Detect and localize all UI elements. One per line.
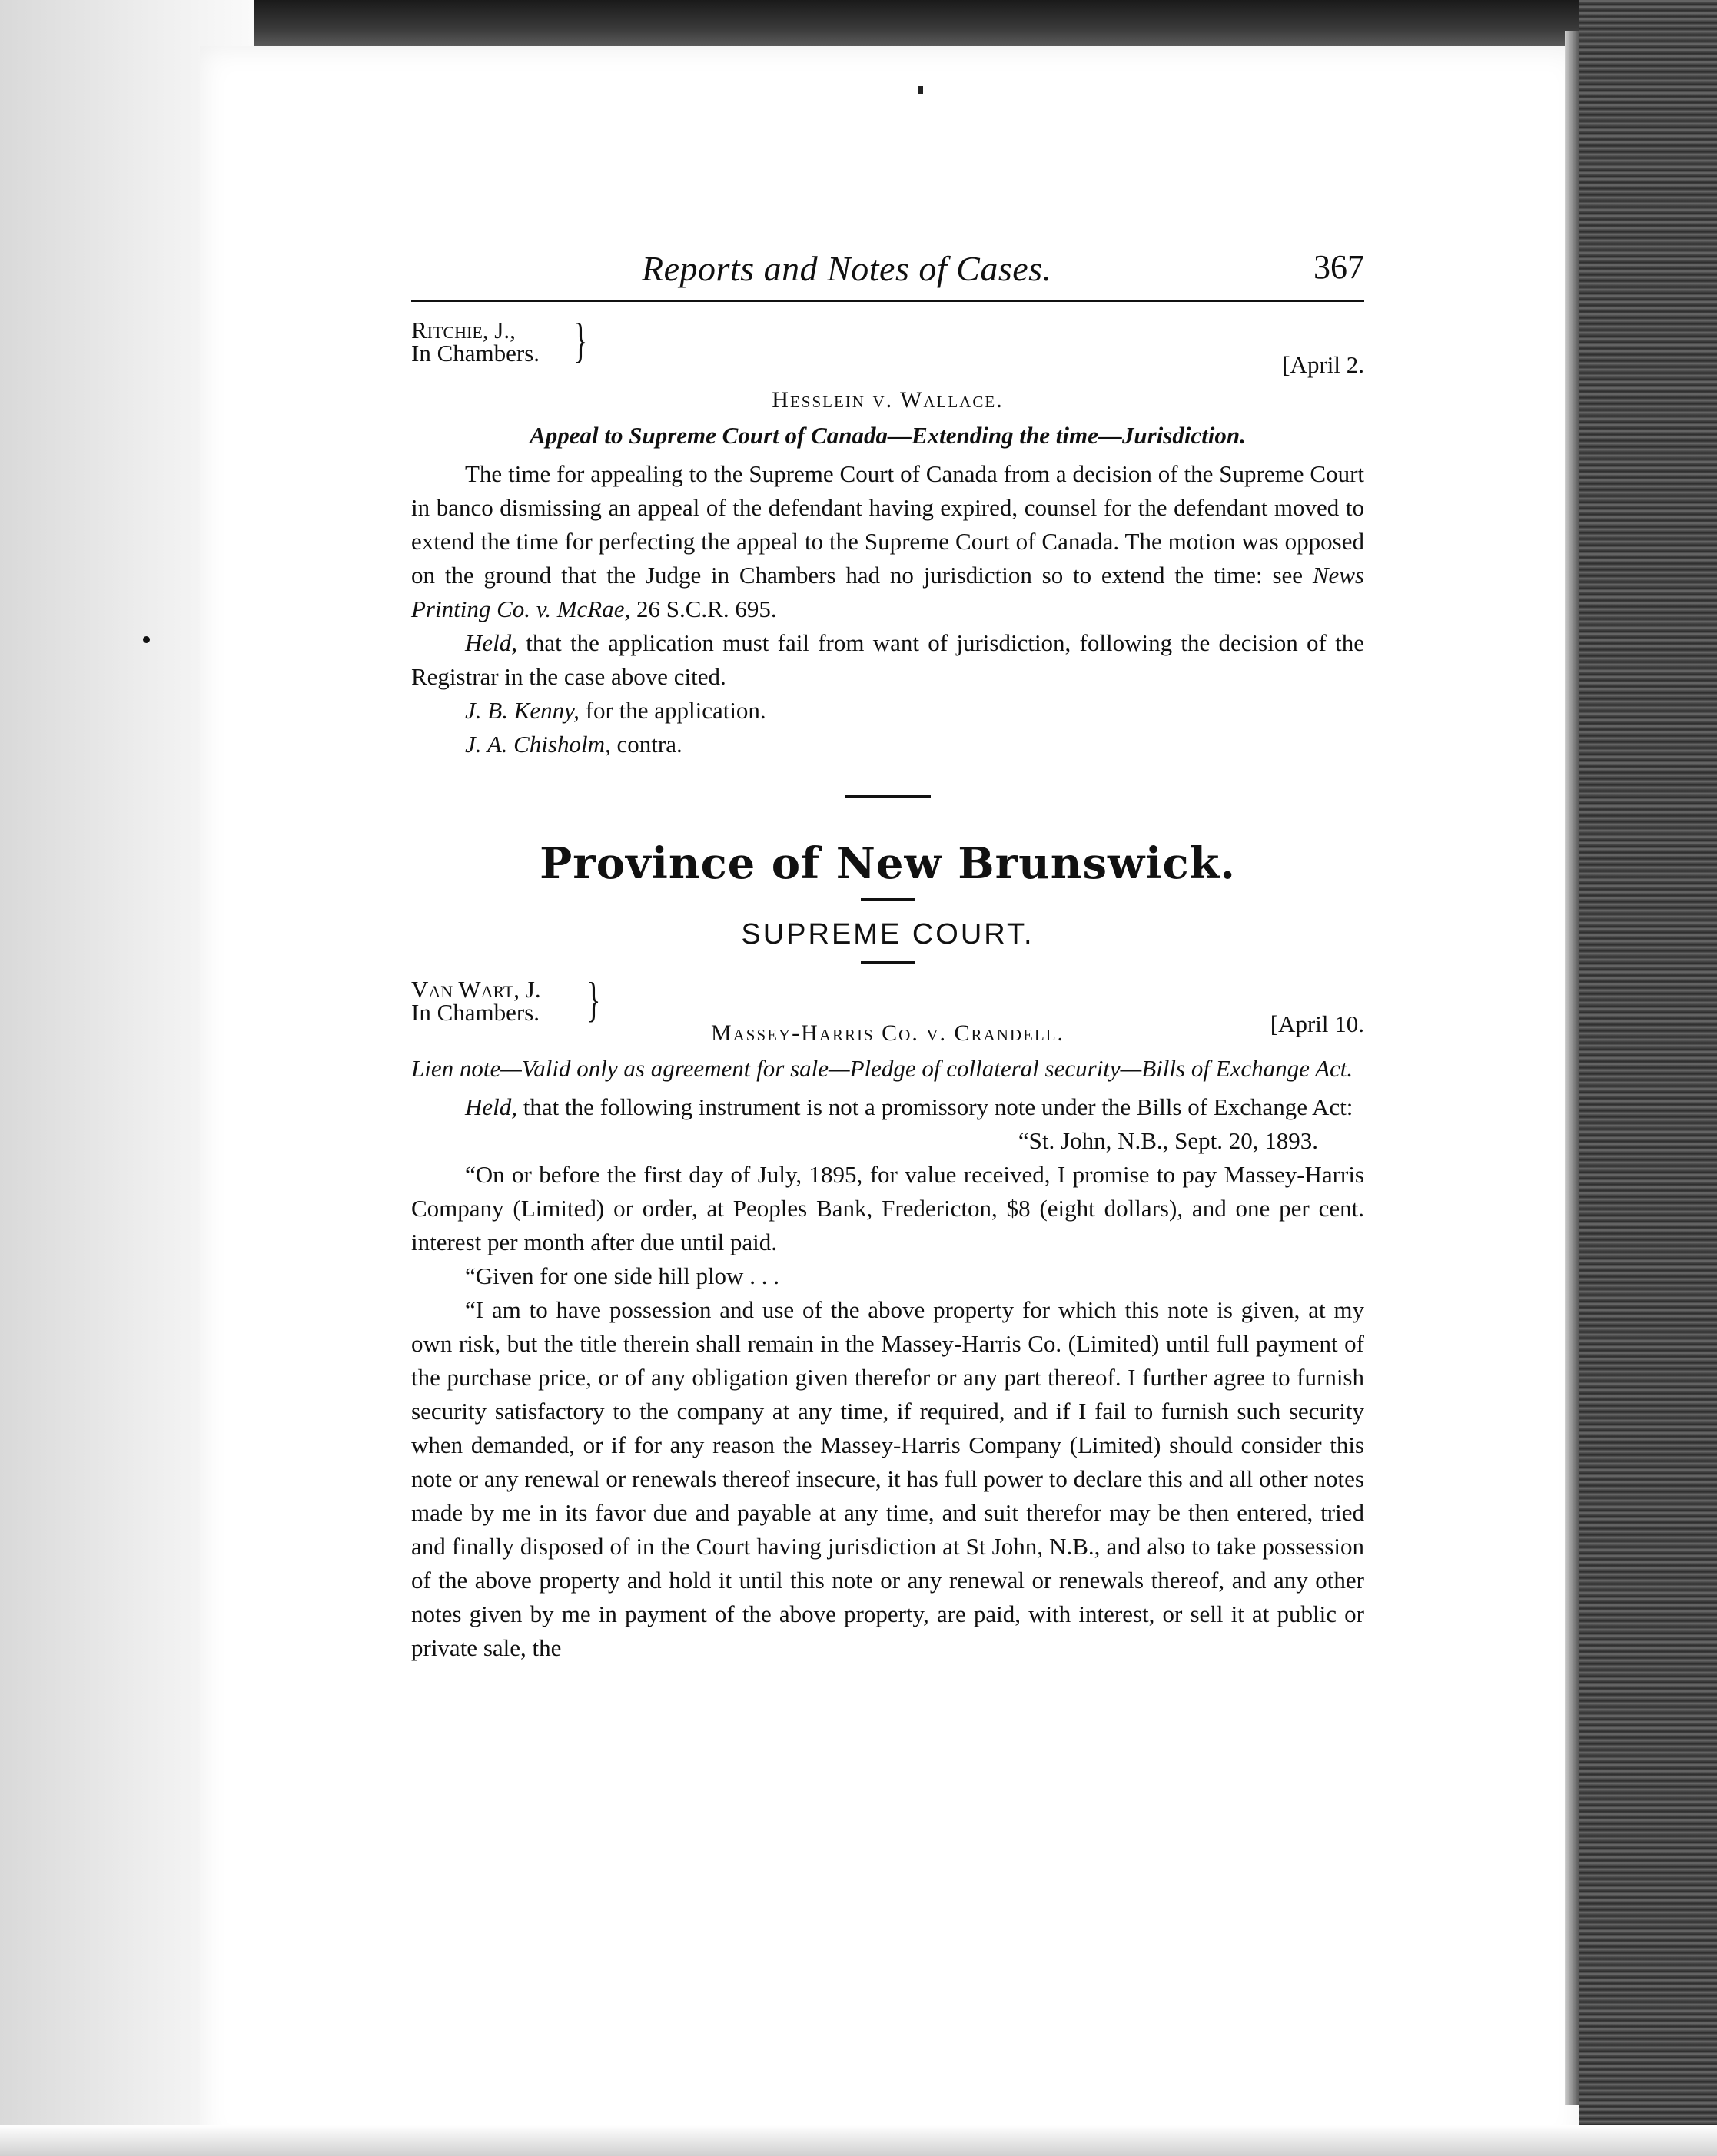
case1-date: [April 2. — [1282, 351, 1364, 378]
chambers-label: In Chambers. — [411, 999, 540, 1026]
heading-divider — [861, 898, 915, 901]
case2-judge-block — [411, 972, 1364, 1043]
case1-counsel-2 — [411, 728, 1364, 761]
counsel-role: contra. — [616, 731, 682, 758]
judge-name: Ritchie, J., — [411, 317, 516, 343]
case1-judge-block — [411, 313, 1364, 383]
instrument-para-2: “Given for one side hill plow . . . — [465, 1262, 779, 1289]
province-heading: Province of New Brunswick. — [540, 838, 1236, 889]
case1-citation-case: News Printing Co. v. McRae, — [411, 562, 1364, 622]
case1-name: Hesslein v. Wallace. — [772, 387, 1004, 413]
case1-judge — [411, 319, 540, 365]
court-heading: SUPREME COURT. — [741, 918, 1035, 950]
brace-glyph: } — [586, 972, 601, 1027]
case2-holding — [411, 1090, 1364, 1124]
judge-name: Van Wart, J. — [411, 976, 541, 1003]
instrument-dateline: “St. John, N.B., Sept. 20, 1893. — [1018, 1127, 1318, 1154]
case1-facts-text: The time for appealing to the Supreme Court of Canada from a decision of the Supreme Court in banco dismissing an appeal of the defendant having expired, counsel for the defendant moved to extend the time for perfecting the appeal to the Supreme Court of Canada. The motion was opposed on the ground that the Judge in Chambers had no jurisdiction so to extend the time: see — [411, 460, 1364, 589]
held-label: Held, — [465, 1093, 518, 1120]
held-label: Held, — [465, 629, 518, 656]
section-divider — [845, 795, 931, 798]
heading-divider — [861, 961, 915, 964]
case2-name: Massey-Harris Co. v. Crandell. — [710, 1020, 1065, 1046]
counsel-name: J. A. Chisholm, — [465, 731, 611, 758]
chambers-label: In Chambers. — [411, 340, 540, 367]
case1-headnote: Appeal to Supreme Court of Canada—Extending the time—Jurisdiction. — [530, 422, 1246, 449]
case2-judge — [411, 978, 541, 1024]
case2-date: [April 10. — [1270, 1010, 1364, 1037]
case2-holding-text: that the following instrument is not a promissory note under the Bills of Exchange Act: — [523, 1093, 1353, 1120]
scan-speck — [143, 636, 150, 643]
case1-holding — [411, 626, 1364, 694]
instrument-para-1: “On or before the first day of July, 1895, for value received, I promise to pay Massey-Harris Company (Limited) or order, at Peoples Bank, Fredericton, $8 (eight dollars), and one per cent. interest per month after due until paid. — [411, 1161, 1364, 1255]
text-column — [411, 246, 1364, 1665]
running-title: Reports and Notes of Cases. — [642, 249, 1052, 288]
instrument-para-3: “I am to have possession and use of the above property for which this note is given, at my own risk, but the title therein shall remain in the Massey-Harris Co. (Limited) until full payment of the purchase price, or of any obligation given therefor or any part thereof. I further agree to furnish security satisfactory to the company at any time, if required, and if I fail to furnish such security when demanded, or if for any reason the Massey-Harris Company (Limited) should consider this note or any renewal or renewals thereof insecure, it has full power to declare this and all other notes made by me in its favor due and payable at any time, and suit therefor may be then entered, tried and finally disposed of in the Court having jurisdiction at St John, N.B., and also to take possession of the above property and hold it until this note or any renewal or renewals thereof, and any other notes given by me in payment of the above property, are paid, with interest, or sell it at public or private sale, the — [411, 1296, 1364, 1661]
scan-speck — [918, 86, 923, 94]
scan-border-bottom — [0, 2125, 1717, 2156]
page-edge-shadow — [1565, 31, 1579, 2105]
case1-holding-text: that the application must fail from want of jurisdiction, following the decision of the Registrar in the case above cited. — [411, 629, 1364, 690]
case1-counsel-1 — [411, 694, 1364, 728]
case2-headnote: Lien note—Valid only as agreement for sale—Pledge of collateral security—Bills of Exchange Act. — [411, 1055, 1353, 1082]
brace-glyph: } — [573, 313, 588, 367]
case1-citation-ref: 26 S.C.R. 695. — [636, 595, 777, 622]
case1-facts — [411, 457, 1364, 626]
page-number: 367 — [1313, 248, 1364, 286]
page-header — [411, 246, 1364, 302]
counsel-role: for the application. — [585, 697, 766, 724]
scan-border-right — [1579, 0, 1717, 2156]
counsel-name: J. B. Kenny, — [465, 697, 580, 724]
